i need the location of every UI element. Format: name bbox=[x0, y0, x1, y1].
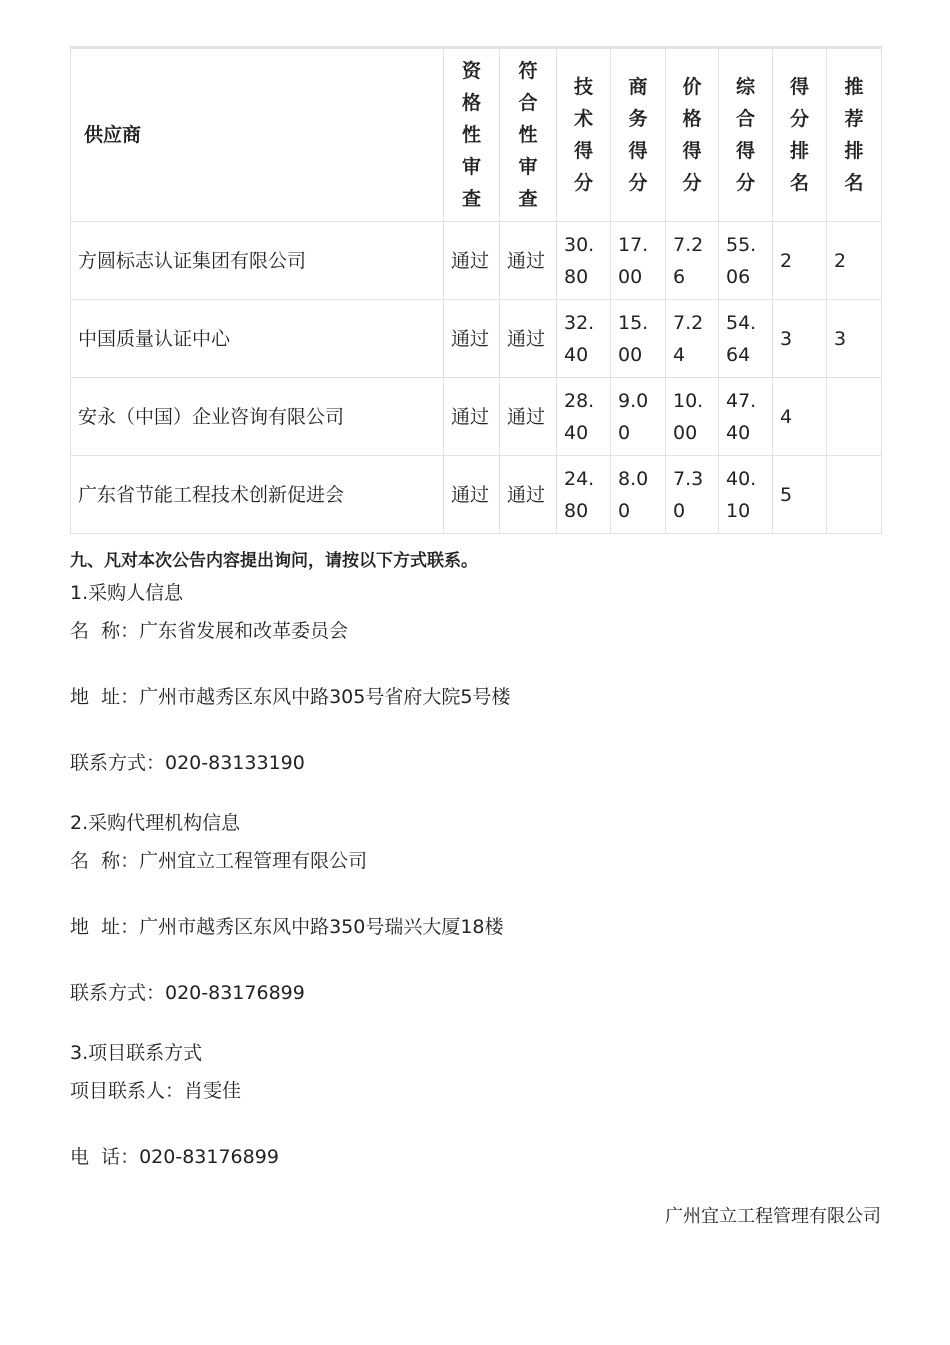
header-qualification bbox=[444, 48, 500, 222]
cell-price-score: 7.30 bbox=[666, 456, 719, 534]
cell-business-score: 9.00 bbox=[611, 378, 666, 456]
cell-total-score: 55.06 bbox=[719, 222, 773, 300]
project-contact-person: 项目联系人：肖雯佳 bbox=[70, 1080, 242, 1102]
cell-score-rank: 4 bbox=[773, 378, 827, 456]
cell-recommend-rank: 2 bbox=[827, 222, 882, 300]
table-row bbox=[71, 456, 882, 534]
header-price-score bbox=[666, 48, 719, 222]
cell-price-score: 7.24 bbox=[666, 300, 719, 378]
project-contact-title: 3.项目联系方式 bbox=[70, 1042, 203, 1064]
project-contact-phone: 电 话：020-83176899 bbox=[70, 1146, 279, 1168]
cell-business-score: 15.00 bbox=[611, 300, 666, 378]
evaluation-results-table bbox=[70, 46, 882, 534]
purchaser-phone: 联系方式：020-83133190 bbox=[70, 752, 305, 774]
contact-section-heading: 九、凡对本次公告内容提出询问，请按以下方式联系。 bbox=[70, 551, 478, 571]
cell-recommend-rank: 3 bbox=[827, 300, 882, 378]
header-tech-score-label: 技术得分 bbox=[573, 76, 593, 194]
header-business-score-label: 商务得分 bbox=[628, 76, 648, 194]
header-business-score bbox=[611, 48, 666, 222]
cell-total-score: 47.40 bbox=[719, 378, 773, 456]
cell-supplier: 安永（中国）企业咨询有限公司 bbox=[71, 378, 444, 456]
cell-compliance: 通过 bbox=[500, 222, 557, 300]
cell-qualification: 通过 bbox=[444, 300, 500, 378]
header-compliance-label: 符合性审查 bbox=[518, 60, 538, 210]
cell-tech-score: 28.40 bbox=[557, 378, 611, 456]
signature-company: 广州宜立工程管理有限公司 bbox=[665, 1206, 881, 1227]
purchaser-name: 名 称：广东省发展和改革委员会 bbox=[70, 620, 349, 642]
cell-recommend-rank bbox=[827, 456, 882, 534]
cell-qualification: 通过 bbox=[444, 222, 500, 300]
announcement-page bbox=[70, 46, 881, 1232]
table-row bbox=[71, 378, 882, 456]
cell-price-score: 10.00 bbox=[666, 378, 719, 456]
cell-score-rank: 3 bbox=[773, 300, 827, 378]
cell-score-rank: 2 bbox=[773, 222, 827, 300]
cell-total-score: 40.10 bbox=[719, 456, 773, 534]
cell-tech-score: 30.80 bbox=[557, 222, 611, 300]
header-total-score bbox=[719, 48, 773, 222]
header-score-rank-label: 得分排名 bbox=[789, 76, 809, 194]
agency-phone: 联系方式：020-83176899 bbox=[70, 982, 305, 1004]
header-compliance bbox=[500, 48, 557, 222]
table-row bbox=[71, 300, 882, 378]
cell-qualification: 通过 bbox=[444, 378, 500, 456]
cell-supplier: 方圆标志认证集团有限公司 bbox=[71, 222, 444, 300]
header-recommend-rank bbox=[827, 48, 882, 222]
purchaser-info-title: 1.采购人信息 bbox=[70, 582, 184, 604]
header-price-score-label: 价格得分 bbox=[682, 76, 702, 194]
agency-name: 名 称：广州宜立工程管理有限公司 bbox=[70, 850, 368, 872]
cell-price-score: 7.26 bbox=[666, 222, 719, 300]
cell-supplier: 广东省节能工程技术创新促进会 bbox=[71, 456, 444, 534]
table-row bbox=[71, 222, 882, 300]
cell-qualification: 通过 bbox=[444, 456, 500, 534]
header-qualification-label: 资格性审查 bbox=[461, 60, 481, 210]
cell-business-score: 17.00 bbox=[611, 222, 666, 300]
cell-compliance: 通过 bbox=[500, 378, 557, 456]
header-score-rank bbox=[773, 48, 827, 222]
agency-info-title: 2.采购代理机构信息 bbox=[70, 812, 241, 834]
header-recommend-rank-label: 推荐排名 bbox=[844, 76, 864, 194]
header-tech-score bbox=[557, 48, 611, 222]
header-total-score-label: 综合得分 bbox=[735, 76, 755, 194]
cell-tech-score: 24.80 bbox=[557, 456, 611, 534]
cell-tech-score: 32.40 bbox=[557, 300, 611, 378]
cell-recommend-rank bbox=[827, 378, 882, 456]
cell-compliance: 通过 bbox=[500, 300, 557, 378]
purchaser-address: 地 址：广州市越秀区东风中路305号省府大院5号楼 bbox=[70, 686, 511, 708]
cell-supplier: 中国质量认证中心 bbox=[71, 300, 444, 378]
cell-score-rank: 5 bbox=[773, 456, 827, 534]
table-header-row bbox=[71, 48, 882, 222]
cell-compliance: 通过 bbox=[500, 456, 557, 534]
cell-business-score: 8.00 bbox=[611, 456, 666, 534]
agency-address: 地 址：广州市越秀区东风中路350号瑞兴大厦18楼 bbox=[70, 916, 504, 938]
header-supplier: 供应商 bbox=[71, 48, 444, 222]
cell-total-score: 54.64 bbox=[719, 300, 773, 378]
